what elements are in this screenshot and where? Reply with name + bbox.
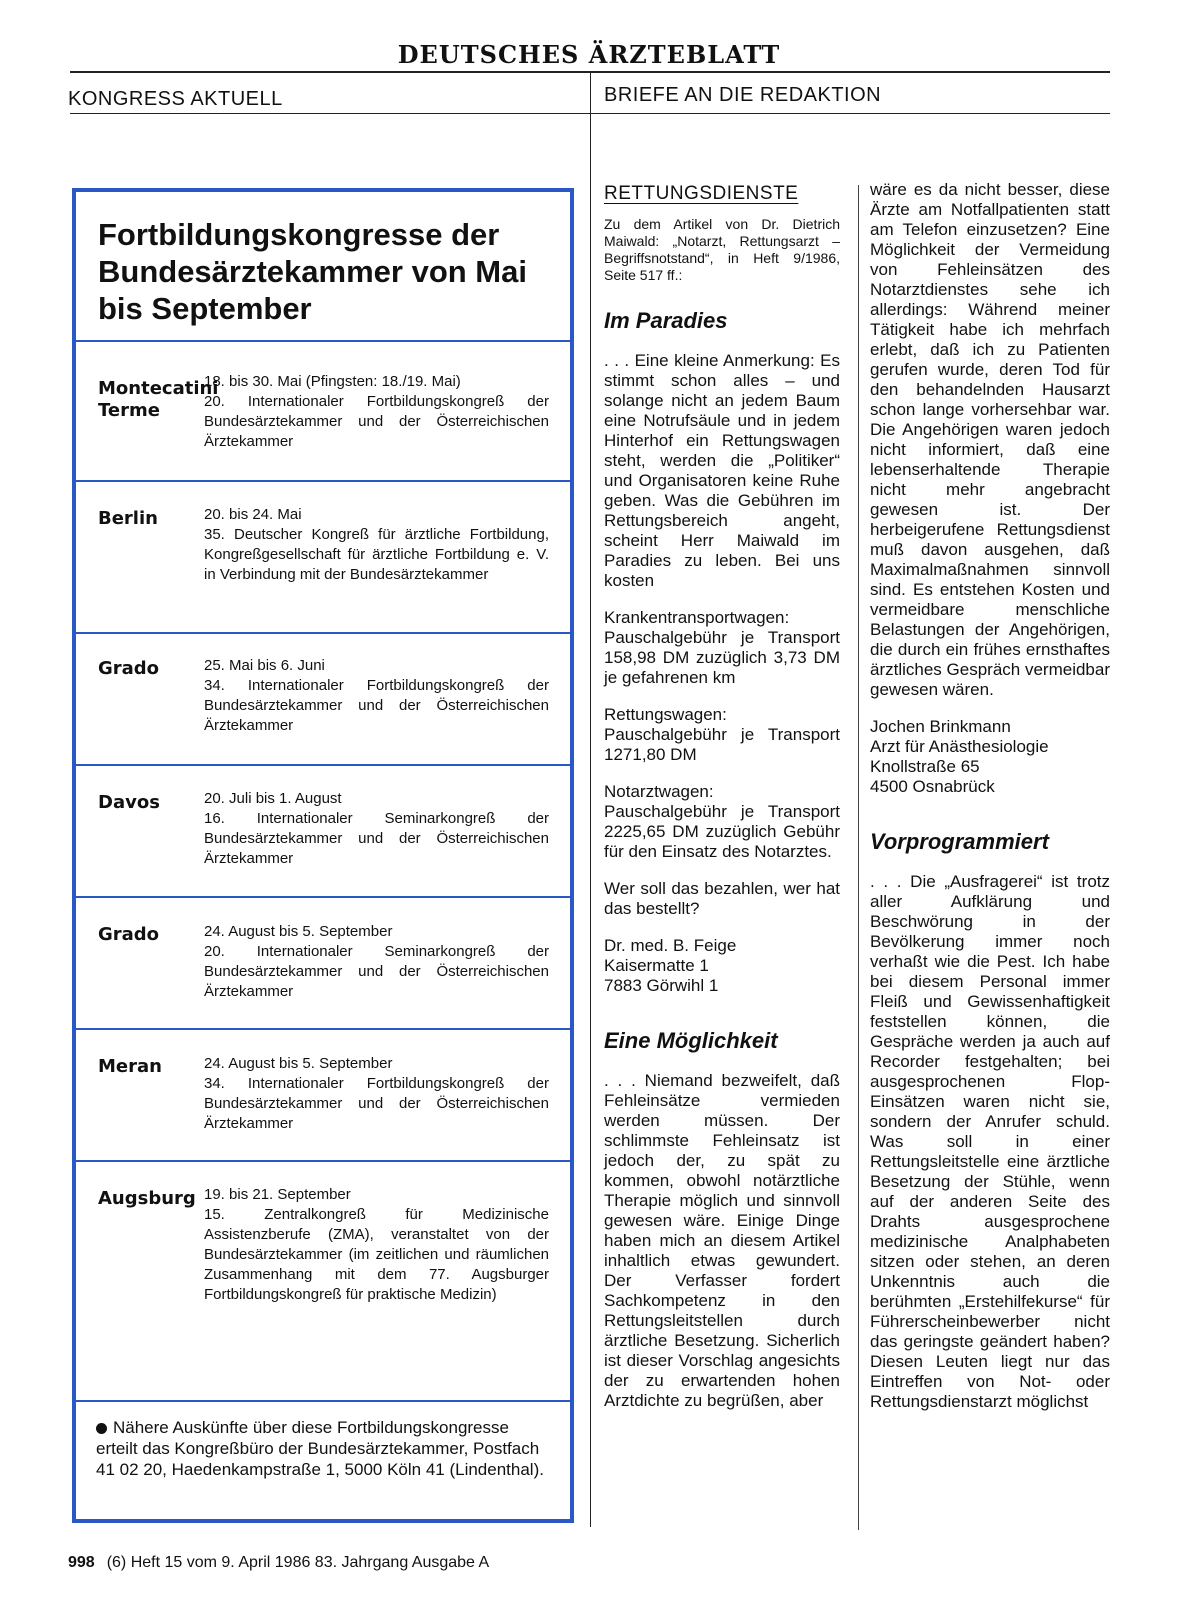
event-details [204, 1185, 549, 1305]
event-description: 20. Internationaler Seminarkongreß der Bundesärztekammer und der Österreichischen Ärztekammer [204, 943, 549, 1000]
box-note [96, 1417, 551, 1480]
page-number: 998 [68, 1554, 95, 1571]
event-date: 18. bis 30. Mai (Pfingsten: 18./19. Mai) [204, 373, 461, 390]
page-footer [68, 1554, 489, 1572]
letter-paragraph: wäre es da nicht besser, diese Ärzte am Notfallpatienten statt am Telefon einzusetzen? Eine Möglichkeit der Vermeidung von Fehleinsätzen des Notarztdienstes sehe ich allerdings: Während meiner Tätigkeit habe ich mehrfach erlebt, daß ich zu Patienten gerufen wurde, deren Tod für den behandelnden Hausarzt schon lange vorhersehbar war. Die Angehörigen waren jedoch nicht informiert, daß eine lebenserhaltende Therapie nicht mehr angebracht gewesen ist. Der herbeigerufene Rettungsdienst muß davon ausgehen, daß Maximalmaßnahmen sinnvoll sind. Es entstehen Kosten und vermeidbare menschliche Belastungen der Angehörigen, die durch ein frühes ernsthaftes ärztliches Gespräch vermeidbar gewesen wären. [870, 180, 1110, 699]
event-date: 20. bis 24. Mai [204, 506, 302, 523]
box-title: Fortbildungskongresse der Bundesärztekammer von Mai bis September [98, 217, 527, 326]
letter-paragraph: Notarztwagen: Pauschalgebühr je Transport 2225,65 DM zuzüglich Gebühr für den Einsatz des Notarztes. [604, 782, 840, 861]
note-text: Nähere Auskünfte über diese Fortbildungskongresse erteilt das Kongreßbüro der Bundesärztekammer, Postfach 41 02 20, Haedenkampstraße 1, 5000 Köln 41 (Lindenthal). [96, 1418, 544, 1479]
box-separator [76, 1028, 570, 1030]
event-date: 25. Mai bis 6. Juni [204, 657, 325, 674]
box-separator [76, 340, 570, 342]
event-details [204, 656, 549, 736]
box-separator [76, 896, 570, 898]
box-separator [76, 764, 570, 766]
letter-intro: Zu dem Artikel von Dr. Dietrich Maiwald: „Notarzt, Rettungsarzt – Begriffsnotstand“, in Heft 9/1986, Seite 517 ff.: [604, 216, 840, 283]
event-place: Berlin [98, 508, 158, 529]
event-place: Montecatini Terme [98, 378, 219, 421]
letter-paragraph: . . . Die „Ausfragerei“ ist trotz aller Aufklärung und Beschwörung in der Bevölkerung immer noch verhaßt wie die Pest. Ich habe bei diesem Personal immer Fleiß und Gewissenhaftigkeit feststellen können, die Gespräche werden ja auch auf Recorder festgehalten; bei ausgesprochenen Flop-Einsätzen waren nicht sie, sondern der Anrufer schuld. Was soll in einer Rettungsleitstelle eine ärztliche Besetzung der Stühle, wenn auf der anderen Seite des Drahts ausgesprochene medizinische Analphabeten sitzen oder stehen, an deren Unkenntnis auch die berühmten „Erstehilfekurse“ für Führerscheinbewerber nicht das geringste geändert haben? Diesen Leuten liegt nur das Eintreffen von Not- oder Rettungsdienstarzt möglichst [870, 872, 1110, 1411]
section-label-left: KONGRESS AKTUELL [68, 88, 283, 110]
event-place: Grado [98, 658, 160, 679]
letter-paragraph: . . . Eine kleine Anmerkung: Es stimmt schon alles – und solange nicht an jedem Baum eine Notrufsäule und in jedem Hinterhof ein Rettungswagen steht, werden die „Politiker“ und Organisatoren keine Ruhe geben. Was die Gebühren im Rettungsbereich angeht, scheint Herr Maiwald im Paradies zu leben. Bei uns kosten [604, 351, 840, 590]
letter-headline: Vorprogrammiert [870, 829, 1049, 854]
signature-name: Jochen Brinkmann [870, 717, 1011, 736]
signature-city: 4500 Osnabrück [870, 777, 995, 796]
box-separator [76, 632, 570, 634]
letter-signature [604, 936, 840, 996]
event-details [204, 372, 549, 452]
box-separator [76, 480, 570, 482]
event-description: 15. Zentralkongreß für Medizinische Assistenzberufe (ZMA), veranstaltet von der Bundesärztekammer (im zeitlichen und räumlichen Zusammenhang mit dem 77. Augsburger Fortbildungskongreß für praktische Medizin) [204, 1206, 549, 1303]
column-divider [858, 185, 859, 1530]
letter-paragraph: Krankentransportwagen: Pauschalgebühr je Transport 158,98 DM zuzüglich 3,73 DM je gefahrenen km [604, 608, 840, 687]
box-separator [76, 1160, 570, 1162]
event-place: Davos [98, 792, 160, 813]
column-divider [590, 72, 591, 1527]
signature-city: 7883 Görwihl 1 [604, 976, 719, 995]
congress-box [72, 188, 574, 1523]
letter-headline: Im Paradies [604, 308, 728, 333]
event-description: 16. Internationaler Seminarkongreß der Bundesärztekammer und der Österreichischen Ärztekammer [204, 810, 549, 867]
event-description: 34. Internationaler Fortbildungskongreß der Bundesärztekammer und der Österreichischen Ärztekammer [204, 677, 549, 734]
letter-paragraph: Wer soll das bezahlen, wer hat das bestellt? [604, 879, 840, 918]
letters-column-2 [870, 180, 1110, 1429]
box-separator [76, 1400, 570, 1402]
event-date: 24. August bis 5. September [204, 923, 393, 940]
letter-headline: Eine Möglichkeit [604, 1028, 778, 1053]
signature-name: Dr. med. B. Feige [604, 936, 737, 955]
event-description: 34. Internationaler Fortbildungskongreß der Bundesärztekammer und der Österreichischen Ärztekammer [204, 1075, 549, 1132]
event-place: Grado [98, 924, 160, 945]
event-date: 20. Juli bis 1. August [204, 790, 342, 807]
signature-street: Knollstraße 65 [870, 757, 980, 776]
signature-street: Kaisermatte 1 [604, 956, 709, 975]
letters-column-1 [604, 184, 840, 1428]
bullet-icon [96, 1423, 107, 1434]
signature-title: Arzt für Anästhesiologie [870, 737, 1049, 756]
kicker: RETTUNGSDIENSTE [604, 183, 799, 204]
event-date: 19. bis 21. September [204, 1186, 351, 1203]
issue-info: (6) Heft 15 vom 9. April 1986 83. Jahrgang Ausgabe A [106, 1554, 490, 1571]
event-place: Meran [98, 1056, 162, 1077]
event-details [204, 789, 549, 869]
event-date: 24. August bis 5. September [204, 1055, 393, 1072]
event-place: Augsburg [98, 1188, 196, 1209]
event-details [204, 505, 549, 585]
masthead: DEUTSCHES ÄRZTEBLATT [397, 40, 781, 69]
event-description: 35. Deutscher Kongreß für ärztliche Fortbildung, Kongreßgesellschaft für ärztliche Fortbildung e. V. in Verbindung mit der Bundesärztekammer [204, 526, 549, 583]
section-label-right: BRIEFE AN DIE REDAKTION [604, 84, 882, 106]
letter-paragraph: . . . Niemand bezweifelt, daß Fehleinsätze vermieden werden müssen. Der schlimmste Fehleinsatz ist jedoch der, zu spät zu kommen, obwohl notärztliche Therapie möglich und sinnvoll gewesen wäre. Einige Dinge haben mich an diesem Artikel inhaltlich etwas gewundert. Der Verfasser fordert Sachkompetenz in den Rettungsleitstellen durch ärztliche Besetzung. Sicherlich ist dieser Vorschlag angesichts der zu erwartenden hohen Arztdichte zu begrüßen, aber [604, 1071, 840, 1410]
letter-signature [870, 717, 1110, 797]
event-details [204, 922, 549, 1002]
letter-paragraph: Rettungswagen: Pauschalgebühr je Transport 1271,80 DM [604, 705, 840, 764]
event-details [204, 1054, 549, 1134]
event-description: 20. Internationaler Fortbildungskongreß der Bundesärztekammer und der Österreichischen Ärztekammer [204, 393, 549, 450]
